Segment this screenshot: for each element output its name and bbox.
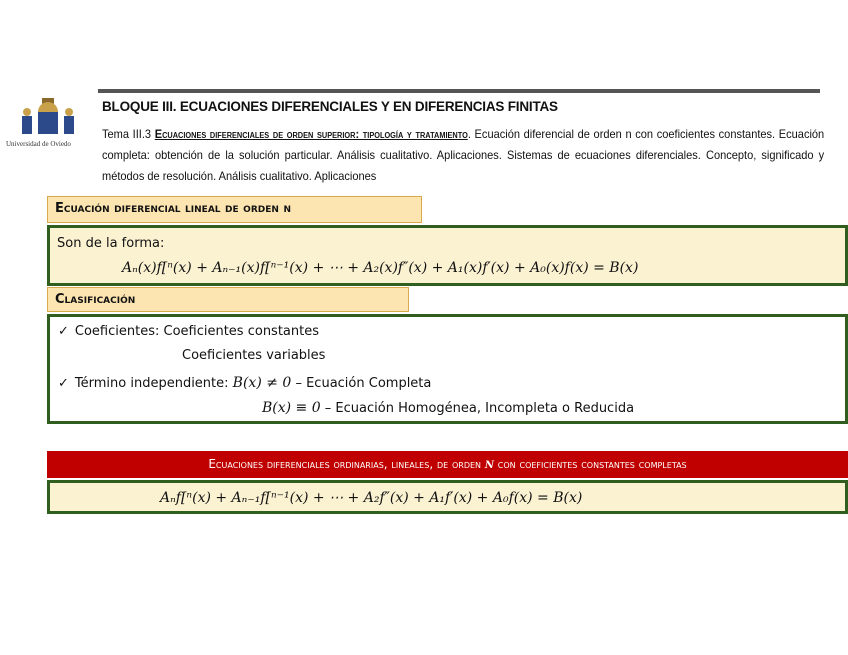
coefficients-variable: Coeficientes variables [182,348,326,363]
university-seal-icon [20,94,76,138]
topic-prefix: Tema III.3 [102,127,152,141]
constant-equation: Aₙf[ⁿ(x) + Aₙ₋₁f[ⁿ⁻¹(x) + ⋯ + A₂f″(x) + A₁f′(x) + A₀f(x) = B(x) [160,490,583,506]
topic-title: Ecuaciones diferenciales de orden superior: tipología y tratamiento [154,127,468,141]
independent-term-item: ✓ Término independiente: B(x) ≠ 0 – Ecuación Completa [58,375,432,391]
block-title: BLOQUE III. ECUACIONES DIFERENCIALES Y EN DIFERENCIAS FINITAS [102,99,558,114]
topic-description [102,124,824,187]
definition-box [47,225,848,286]
header-rule [98,89,820,93]
checkmark-icon: ✓ [58,324,69,339]
logo-caption: Universidad de Oviedo [6,140,71,148]
constant-coefficients-header: Ecuaciones diferenciales ordinarias, lineales, de orden n con coeficientes constantes completas [47,451,848,478]
homogeneous-item: B(x) ≡ 0 – Ecuación Homogénea, Incompleta o Reducida [262,400,635,416]
general-equation: Aₙ(x)f[ⁿ(x) + Aₙ₋₁(x)f[ⁿ⁻¹(x) + ⋯ + A₂(x)f″(x) + A₁(x)f′(x) + A₀(x)f(x) = B(x) [122,260,639,276]
checkmark-icon: ✓ [58,376,69,391]
university-logo [6,94,98,156]
section-tag-classification: Clasificación [47,287,409,312]
constant-equation-box [47,480,848,514]
section-tag-equation: Ecuación diferencial lineal de orden n [47,196,422,223]
coefficients-item: ✓ Coeficientes: Coeficientes constantes [58,324,319,339]
topic-rest: . Ecuación diferencial de orden n con coeficientes constantes. Ecuación completa: obtención de la solución particular. Análisis cualitativo. Aplicaciones. Sistemas de ecuaciones diferenciales. Concepto, significado y métodos de resolución. Análisis cualitativo. Aplicaciones [102,127,825,183]
definition-intro: Son de la forma: [57,236,165,251]
classification-box [47,314,848,424]
